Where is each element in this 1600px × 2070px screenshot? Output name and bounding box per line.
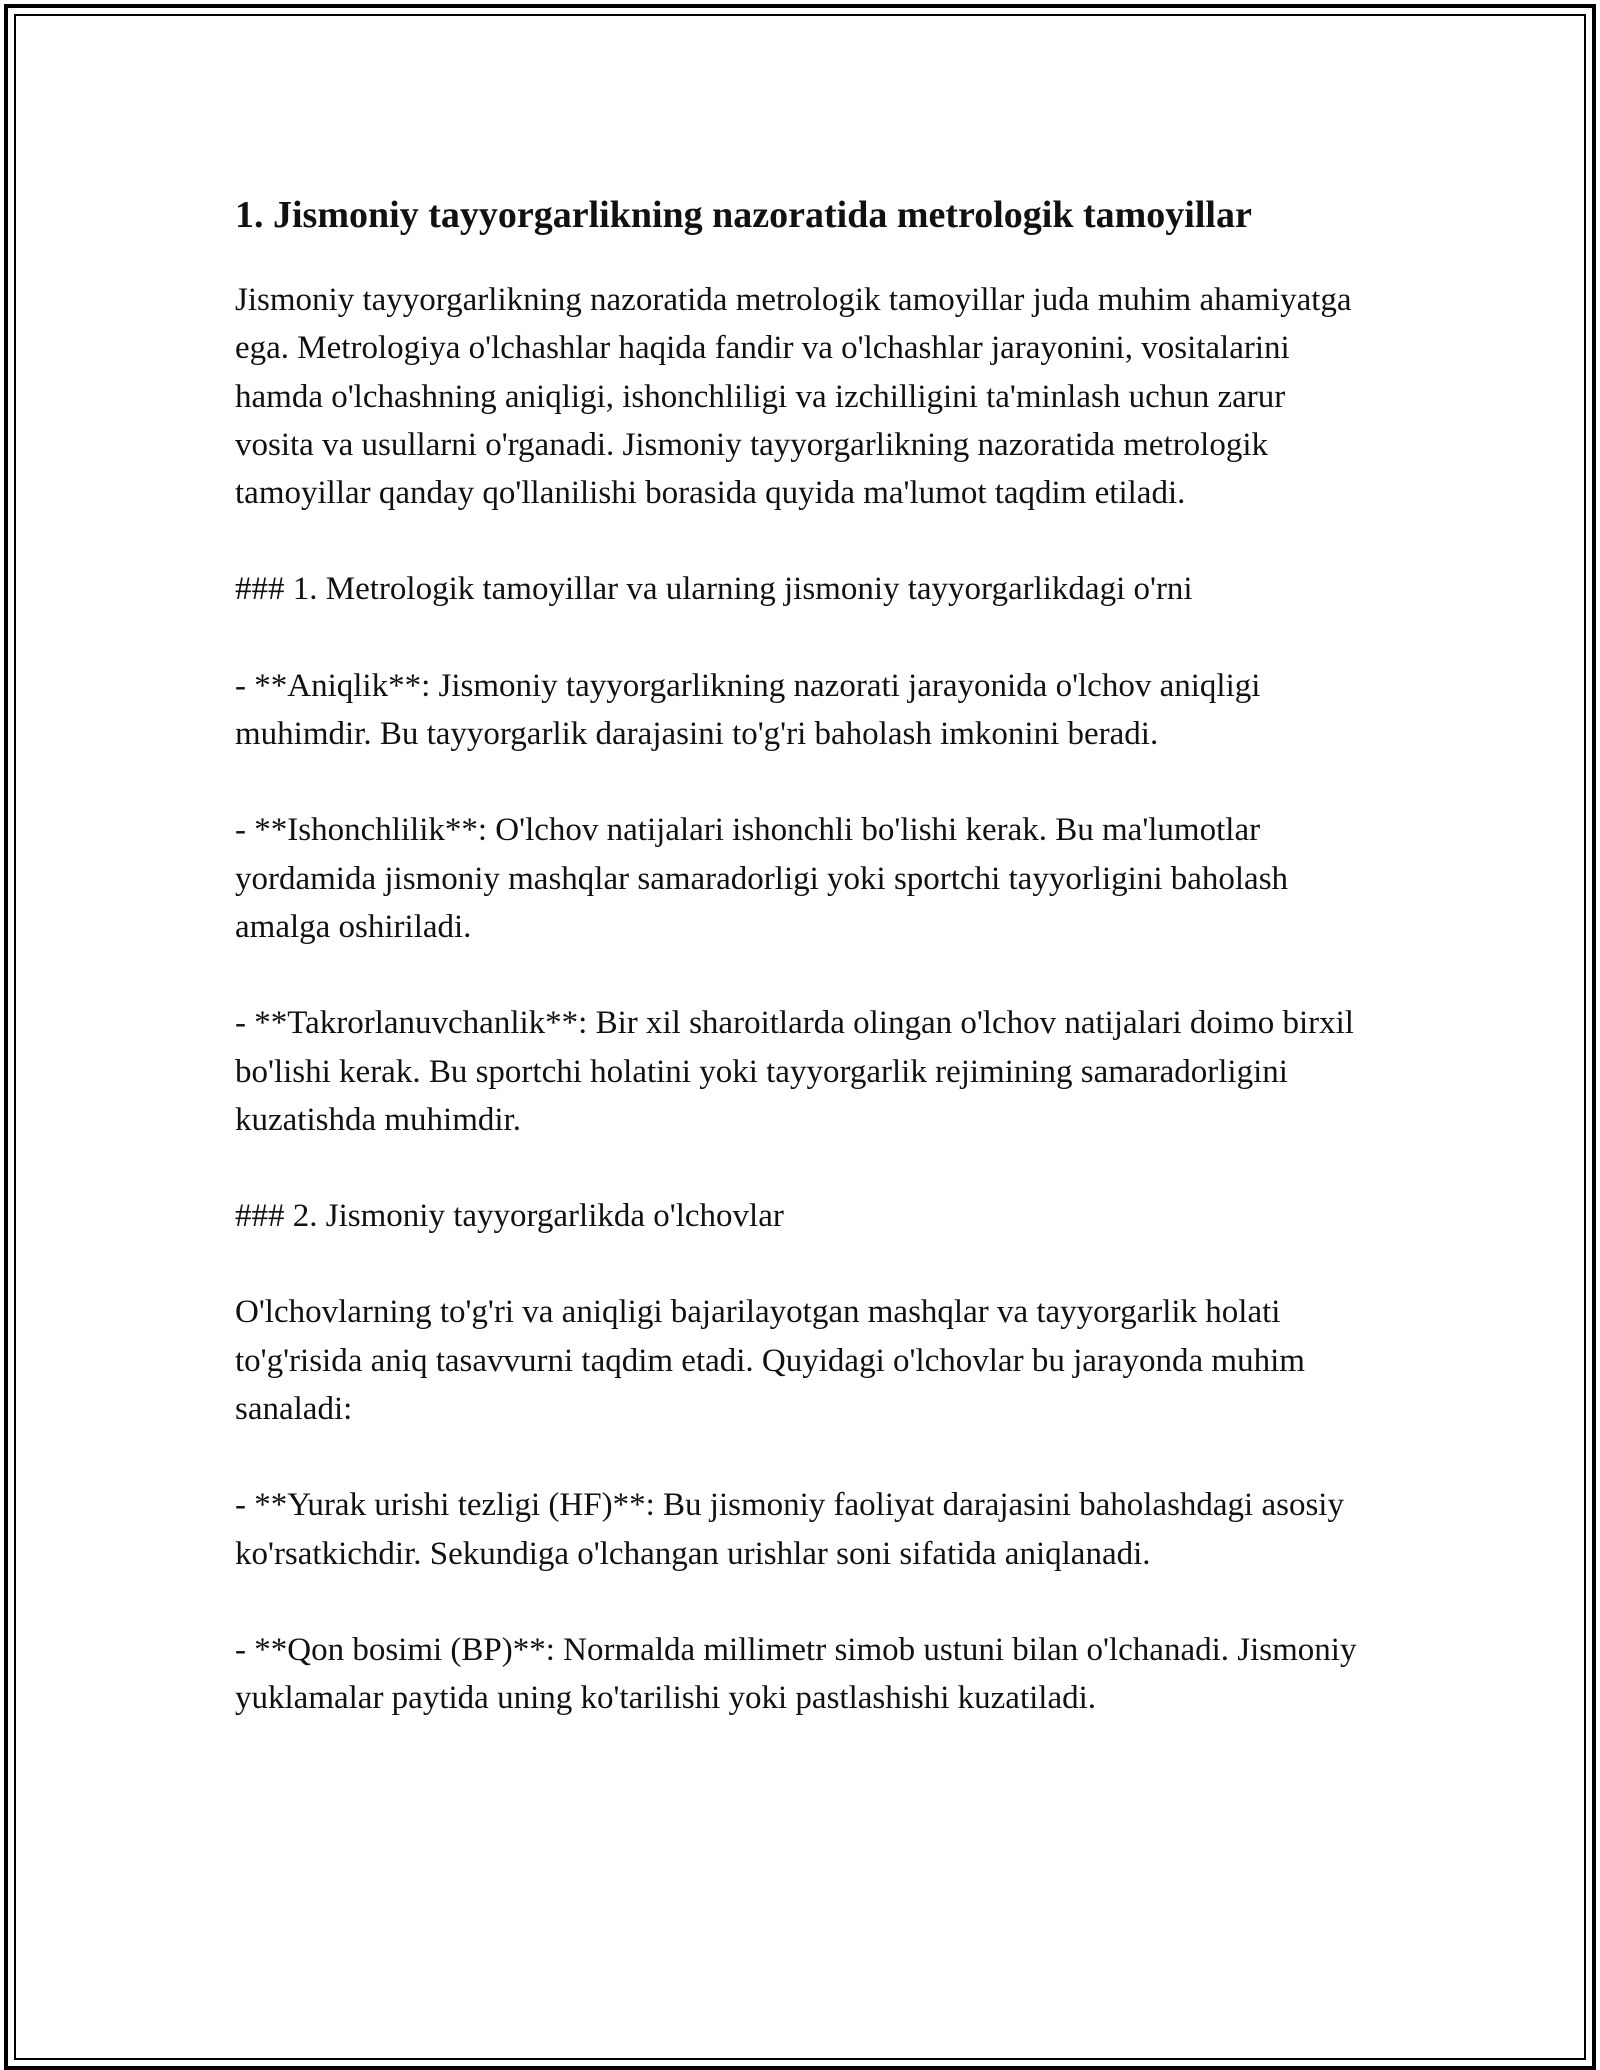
list-item-blood-pressure: - **Qon bosimi (BP)**: Normalda millimetr simob ustuni bilan o'lchanadi. Jismoniy yuklamalar paytida uning ko'tarilishi yoki pastlashishi kuzatiladi. [235, 1631, 1357, 1717]
list-item-ishonchlilik: - **Ishonchlilik**: O'lchov natijalari ishonchli bo'lishi kerak. Bu ma'lumotlar yordamida jismoniy mashqlar samaradorligi yoki sportchi tayyorligini baholash amalga oshiriladi. [235, 812, 1289, 945]
intro-paragraph: Jismoniy tayyorgarlikning nazoratida metrologik tamoyillar juda muhim ahamiyatga ega. Metrologiya o'lchashlar haqida fandir va o'lchashlar jarayonini, vositalarini hamda o'lchashning aniqligi, ishonchliligi va izchilligini ta'minlash uchun zarur vosita va usullarni o'rganadi. Jismoniy tayyorgarlikning nazoratida metrologik tamoyillar qanday qo'llanilishi borasida quyida ma'lumot taqdim etiladi. [235, 282, 1352, 512]
list-item-heart-rate: - **Yurak urishi tezligi (HF)**: Bu jismoniy faoliyat darajasini baholashdagi asosiy ko'rsatkichdir. Sekundiga o'lchangan urishlar soni sifatida aniqlanadi. [235, 1487, 1344, 1572]
list-item-takrorlanuvchanlik: - **Takrorlanuvchanlik**: Bir xil sharoitlarda olingan o'lchov natijalari doimo birxil bo'lishi kerak. Bu sportchi holatini yoki tayyorgarlik rejimining samaradorligini kuzatishda muhimdir. [235, 1005, 1354, 1138]
measurements-paragraph: O'lchovlarning to'g'ri va aniqligi bajarilayotgan mashqlar va tayyorgarlik holati to'g'risida aniq tasavvurni taqdim etadi. Quyidagi o'lchovlar bu jarayonda muhim sanaladi: [235, 1294, 1305, 1428]
document-title: 1. Jismoniy tayyorgarlikning nazoratida metrologik tamoyillar [235, 194, 1252, 236]
section-2-heading: ### 2. Jismoniy tayyorgarlikda o'lchovlar [235, 1198, 784, 1235]
document-body [235, 180, 1365, 1771]
section-1-heading: ### 1. Metrologik tamoyillar va ularning jismoniy tayyorgarlikdagi o'rni [235, 571, 1193, 608]
list-item-aniqlik: - **Aniqlik**: Jismoniy tayyorgarlikning nazorati jarayonida o'lchov aniqligi muhimdir. Bu tayyorgarlik darajasini to'g'ri baholash imkonini beradi. [235, 667, 1261, 753]
